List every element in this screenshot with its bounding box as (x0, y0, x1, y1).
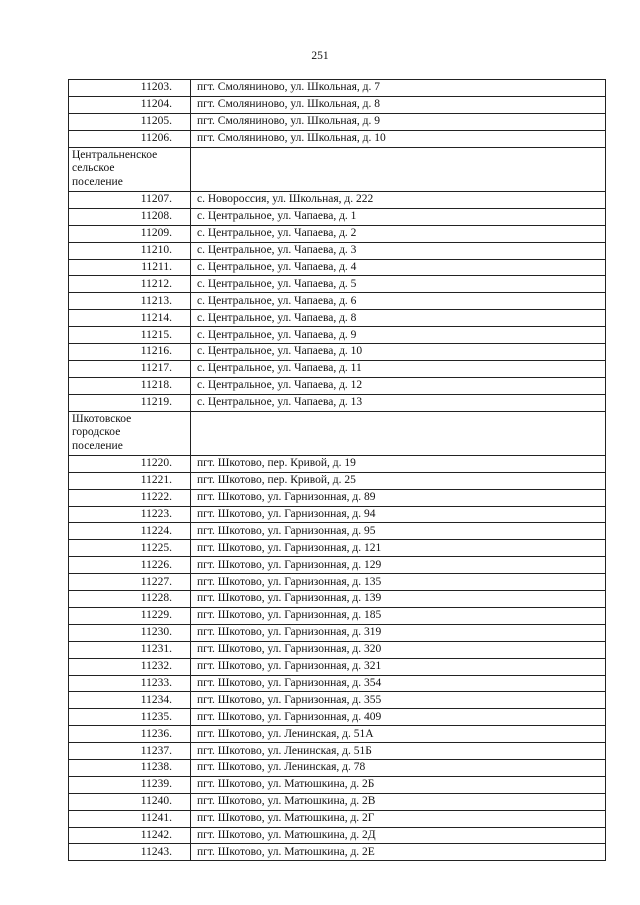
row-number: 11243. (69, 844, 191, 861)
row-number: 11216. (69, 343, 191, 360)
row-address: с. Центральное, ул. Чапаева, д. 2 (191, 225, 606, 242)
table-row (69, 360, 606, 377)
row-address: пгт. Шкотово, ул. Гарнизонная, д. 354 (191, 675, 606, 692)
row-address: пгт. Смоляниново, ул. Школьная, д. 7 (191, 80, 606, 97)
row-address: пгт. Шкотово, ул. Матюшкина, д. 2Г (191, 810, 606, 827)
row-address: пгт. Шкотово, ул. Ленинская, д. 78 (191, 759, 606, 776)
row-number: 11231. (69, 641, 191, 658)
row-number: 11215. (69, 327, 191, 344)
table-row (69, 310, 606, 327)
row-number: 11218. (69, 377, 191, 394)
section-title (69, 411, 191, 455)
table-row (69, 259, 606, 276)
section-title-line: городское (72, 426, 121, 439)
row-address: пгт. Шкотово, ул. Гарнизонная, д. 94 (191, 506, 606, 523)
table-row (69, 394, 606, 411)
section-title-line: поселение (72, 176, 123, 189)
row-number: 11213. (69, 293, 191, 310)
section-title-line: поселение (72, 440, 123, 453)
row-address: пгт. Шкотово, ул. Гарнизонная, д. 139 (191, 591, 606, 608)
row-number: 11214. (69, 310, 191, 327)
row-address: пгт. Шкотово, ул. Гарнизонная, д. 129 (191, 557, 606, 574)
table-row (69, 759, 606, 776)
table-row (69, 293, 606, 310)
table-row (69, 225, 606, 242)
row-address: с. Центральное, ул. Чапаева, д. 6 (191, 293, 606, 310)
row-number: 11238. (69, 759, 191, 776)
row-address: пгт. Смоляниново, ул. Школьная, д. 8 (191, 96, 606, 113)
row-address: пгт. Шкотово, ул. Гарнизонная, д. 319 (191, 624, 606, 641)
page-number: 251 (311, 50, 329, 62)
row-address: пгт. Шкотово, ул. Матюшкина, д. 2Д (191, 827, 606, 844)
row-number: 11219. (69, 394, 191, 411)
row-number: 11208. (69, 208, 191, 225)
row-address: пгт. Шкотово, ул. Гарнизонная, д. 185 (191, 607, 606, 624)
row-number: 11207. (69, 191, 191, 208)
row-address: с. Центральное, ул. Чапаева, д. 5 (191, 276, 606, 293)
table-row (69, 472, 606, 489)
row-number: 11240. (69, 793, 191, 810)
section-header-row (69, 147, 606, 191)
row-address: пгт. Шкотово, ул. Гарнизонная, д. 320 (191, 641, 606, 658)
table-row (69, 607, 606, 624)
table-row (69, 327, 606, 344)
table-row (69, 557, 606, 574)
table-row (69, 113, 606, 130)
row-number: 11229. (69, 607, 191, 624)
table-row (69, 827, 606, 844)
table-row (69, 489, 606, 506)
table-row (69, 540, 606, 557)
address-table (68, 79, 606, 861)
table-row (69, 343, 606, 360)
table-row (69, 591, 606, 608)
row-number: 11227. (69, 574, 191, 591)
row-number: 11241. (69, 810, 191, 827)
row-number: 11226. (69, 557, 191, 574)
row-number: 11210. (69, 242, 191, 259)
table-row (69, 377, 606, 394)
row-address: пгт. Шкотово, ул. Гарнизонная, д. 121 (191, 540, 606, 557)
row-number: 11225. (69, 540, 191, 557)
section-title-line: Центральненское (72, 148, 158, 161)
row-address: с. Центральное, ул. Чапаева, д. 1 (191, 208, 606, 225)
row-address: пгт. Шкотово, ул. Матюшкина, д. 2Е (191, 844, 606, 861)
table-row (69, 810, 606, 827)
row-address: пгт. Шкотово, ул. Гарнизонная, д. 355 (191, 692, 606, 709)
row-number: 11223. (69, 506, 191, 523)
row-address: с. Центральное, ул. Чапаева, д. 11 (191, 360, 606, 377)
table-row (69, 276, 606, 293)
row-address: пгт. Смоляниново, ул. Школьная, д. 9 (191, 113, 606, 130)
row-number: 11204. (69, 96, 191, 113)
table-row (69, 455, 606, 472)
table-row (69, 658, 606, 675)
row-number: 11233. (69, 675, 191, 692)
row-address: пгт. Шкотово, ул. Ленинская, д. 51Б (191, 743, 606, 760)
table-row (69, 776, 606, 793)
row-number: 11205. (69, 113, 191, 130)
table-row (69, 641, 606, 658)
table-row (69, 574, 606, 591)
row-address: с. Центральное, ул. Чапаева, д. 4 (191, 259, 606, 276)
table-row (69, 844, 606, 861)
row-address: пгт. Шкотово, ул. Гарнизонная, д. 409 (191, 709, 606, 726)
row-number: 11222. (69, 489, 191, 506)
row-address: с. Центральное, ул. Чапаева, д. 12 (191, 377, 606, 394)
row-address: с. Центральное, ул. Чапаева, д. 8 (191, 310, 606, 327)
table-row (69, 523, 606, 540)
row-number: 11217. (69, 360, 191, 377)
table-row (69, 709, 606, 726)
row-number: 11230. (69, 624, 191, 641)
table-row (69, 96, 606, 113)
table-row (69, 743, 606, 760)
row-address: с. Центральное, ул. Чапаева, д. 13 (191, 394, 606, 411)
row-address: пгт. Шкотово, ул. Гарнизонная, д. 321 (191, 658, 606, 675)
section-title-line: сельское (72, 162, 115, 175)
row-number: 11242. (69, 827, 191, 844)
row-number: 11239. (69, 776, 191, 793)
row-number: 11206. (69, 130, 191, 147)
row-address: пгт. Шкотово, ул. Гарнизонная, д. 95 (191, 523, 606, 540)
section-empty-cell (191, 147, 606, 191)
table-row (69, 80, 606, 97)
row-address: пгт. Шкотово, ул. Ленинская, д. 51А (191, 726, 606, 743)
row-address: пгт. Шкотово, ул. Матюшкина, д. 2Б (191, 776, 606, 793)
table-row (69, 130, 606, 147)
table-row (69, 726, 606, 743)
section-title-line: Шкотовское (72, 412, 132, 425)
table-row (69, 624, 606, 641)
row-address: с. Новороссия, ул. Школьная, д. 222 (191, 191, 606, 208)
row-address: пгт. Шкотово, ул. Матюшкина, д. 2В (191, 793, 606, 810)
row-address: пгт. Шкотово, пер. Кривой, д. 19 (191, 455, 606, 472)
table-row (69, 208, 606, 225)
row-number: 11212. (69, 276, 191, 293)
section-title (69, 147, 191, 191)
row-address: пгт. Смоляниново, ул. Школьная, д. 10 (191, 130, 606, 147)
table-row (69, 692, 606, 709)
table-row (69, 506, 606, 523)
table-row (69, 793, 606, 810)
row-number: 11221. (69, 472, 191, 489)
row-number: 11211. (69, 259, 191, 276)
table-row (69, 191, 606, 208)
section-header-row (69, 411, 606, 455)
row-number: 11209. (69, 225, 191, 242)
row-number: 11234. (69, 692, 191, 709)
section-empty-cell (191, 411, 606, 455)
row-number: 11228. (69, 591, 191, 608)
table-row (69, 675, 606, 692)
row-number: 11224. (69, 523, 191, 540)
address-table-body (69, 80, 606, 861)
row-number: 11235. (69, 709, 191, 726)
row-number: 11203. (69, 80, 191, 97)
row-number: 11236. (69, 726, 191, 743)
row-address: пгт. Шкотово, ул. Гарнизонная, д. 89 (191, 489, 606, 506)
row-address: пгт. Шкотово, пер. Кривой, д. 25 (191, 472, 606, 489)
row-number: 11232. (69, 658, 191, 675)
row-address: пгт. Шкотово, ул. Гарнизонная, д. 135 (191, 574, 606, 591)
row-address: с. Центральное, ул. Чапаева, д. 3 (191, 242, 606, 259)
row-number: 11237. (69, 743, 191, 760)
table-row (69, 242, 606, 259)
row-address: с. Центральное, ул. Чапаева, д. 9 (191, 327, 606, 344)
row-number: 11220. (69, 455, 191, 472)
row-address: с. Центральное, ул. Чапаева, д. 10 (191, 343, 606, 360)
